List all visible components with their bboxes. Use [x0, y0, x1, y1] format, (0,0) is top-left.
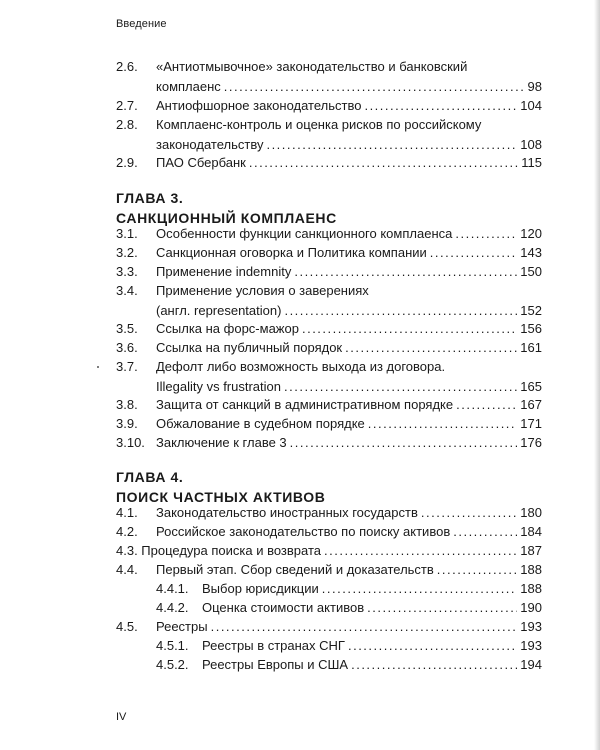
dot-leader	[290, 433, 518, 453]
toc-entry-title: Ссылка на публичный порядок	[156, 340, 343, 355]
toc-entry-title: Illegality vs frustration	[156, 379, 281, 394]
toc-entry-4-4-1[interactable]	[156, 579, 542, 599]
toc-page-number: 143	[520, 245, 542, 260]
dot-leader	[224, 77, 525, 97]
toc-entry-2-7[interactable]	[116, 96, 542, 116]
toc-entry-number: 2.9.	[116, 155, 138, 170]
toc-entry-2-8[interactable]	[116, 115, 542, 155]
dot-leader	[324, 541, 517, 561]
toc-entry-3-3[interactable]	[116, 262, 542, 282]
toc-page-number: 150	[520, 264, 542, 279]
toc-entry-title: Антиофшорное законодательство	[156, 98, 362, 113]
toc-page-number: 188	[520, 562, 542, 577]
toc-entry-title: Дефолт либо возможность выхода из договора.	[156, 359, 446, 374]
toc-entry-number: 4.1.	[116, 505, 138, 520]
chapter-4-title: ПОИСК ЧАСТНЫХ АКТИВОВ	[116, 489, 326, 505]
toc-entry-title: Особенности функции санкционного комплаенса	[156, 226, 453, 241]
toc-entry-number: 4.4.1.	[156, 581, 189, 596]
toc-entry-title: Заключение к главе 3	[156, 435, 287, 450]
chapter-3-label: ГЛАВА 3.	[116, 190, 184, 206]
dot-leader	[266, 135, 517, 155]
toc-entry-number: 3.8.	[116, 397, 138, 412]
toc-page-number: 120	[520, 226, 542, 241]
dot-leader	[364, 96, 517, 116]
toc-entry-title: Реестры	[156, 619, 208, 634]
chapter-4-label: ГЛАВА 4.	[116, 469, 184, 485]
dot-leader	[284, 377, 517, 397]
toc-entry-3-4[interactable]	[116, 281, 542, 321]
dot-leader	[284, 301, 517, 321]
toc-entry-title: Обжалование в судебном порядке	[156, 416, 365, 431]
toc-entry-title: Комплаенс-контроль и оценка рисков по российскому	[156, 117, 482, 132]
dot-leader	[368, 414, 518, 434]
toc-page-number: 180	[520, 505, 542, 520]
toc-entry-number: 2.6.	[116, 59, 138, 74]
toc-entry-4-5-2[interactable]	[156, 655, 542, 675]
toc-entry-title: законодательству	[156, 137, 264, 152]
toc-entry-number: 3.7.	[116, 359, 138, 374]
toc-entry-number: 4.5.2.	[156, 657, 189, 672]
dot-leader	[302, 319, 517, 339]
toc-entry-2-6[interactable]	[116, 57, 542, 97]
toc-entry-number: 4.5.	[116, 619, 138, 634]
dot-leader	[348, 636, 517, 656]
toc-entry-number: 3.1.	[116, 226, 138, 241]
toc-page-number: 104	[520, 98, 542, 113]
dot-leader	[453, 522, 517, 542]
toc-entry-3-5[interactable]	[116, 319, 542, 339]
toc-entry-4-3[interactable]	[116, 541, 542, 561]
dot-leader	[456, 395, 517, 415]
toc-page-number: 190	[520, 600, 542, 615]
toc-entry-number: 4.4.2.	[156, 600, 189, 615]
toc-entry-title: Российское законодательство по поиску активов	[156, 524, 451, 539]
toc-entry-title: ПАО Сбербанк	[156, 155, 246, 170]
toc-entry-number: 3.5.	[116, 321, 138, 336]
toc-entry-4-4[interactable]	[116, 560, 542, 580]
dot-leader	[211, 617, 518, 637]
toc-entry-title: «Антиотмывочное» законодательство и банковский	[156, 59, 468, 74]
dot-leader	[249, 153, 518, 173]
toc-page-number: 165	[520, 379, 542, 394]
toc-entry-3-8[interactable]	[116, 395, 542, 415]
toc-entry-4-2[interactable]	[116, 522, 542, 542]
page-edge-shadow	[594, 0, 600, 750]
toc-entry-title: Оценка стоимости активов	[202, 600, 365, 615]
toc-page-number: 152	[520, 303, 542, 318]
toc-page-number: 187	[520, 543, 542, 558]
toc-entry-title: Выбор юрисдикции	[202, 581, 319, 596]
dot-leader	[430, 243, 518, 263]
toc-page-number: 193	[520, 638, 542, 653]
dot-leader	[345, 338, 517, 358]
toc-entry-title: Ссылка на форс-мажор	[156, 321, 299, 336]
toc-entry-number: 3.10.	[116, 435, 145, 450]
toc-entry-3-6[interactable]	[116, 338, 542, 358]
toc-entry-4-5-1[interactable]	[156, 636, 542, 656]
toc-entry-title: Санкционная оговорка и Политика компании	[156, 245, 427, 260]
toc-page-number: 108	[520, 137, 542, 152]
scan-speck	[97, 366, 99, 368]
toc-page-number: 194	[520, 657, 542, 672]
toc-entry-4-4-2[interactable]	[156, 598, 542, 618]
toc-page-number: 171	[520, 416, 542, 431]
toc-page-number: 193	[520, 619, 542, 634]
dot-leader	[437, 560, 518, 580]
dot-leader	[322, 579, 518, 599]
toc-entry-number: 2.7.	[116, 98, 138, 113]
toc-entry-3-7[interactable]	[116, 357, 542, 397]
chapter-3-title: САНКЦИОННЫЙ КОМПЛАЕНС	[116, 210, 337, 226]
toc-page-number: 115	[521, 155, 542, 170]
toc-page-number: 176	[520, 435, 542, 450]
dot-leader	[421, 503, 517, 523]
toc-page-number: 188	[520, 581, 542, 596]
toc-entry-number: 3.6.	[116, 340, 138, 355]
toc-entry-title: Реестры Европы и США	[202, 657, 349, 672]
toc-entry-number: 2.8.	[116, 117, 138, 132]
toc-entry-3-1[interactable]	[116, 224, 542, 244]
dot-leader	[351, 655, 517, 675]
toc-page-number: 167	[520, 397, 542, 412]
toc-page-number: 184	[520, 524, 542, 539]
toc-entry-number: 3.3.	[116, 264, 138, 279]
toc-entry-title: Первый этап. Сбор сведений и доказательств	[156, 562, 434, 577]
toc-entry-title: (англ. representation)	[156, 303, 282, 318]
toc-entry-number: 4.5.1.	[156, 638, 189, 653]
toc-entry-3-2[interactable]	[116, 243, 542, 263]
toc-page-number: 98	[527, 79, 542, 94]
toc-entry-number: 3.4.	[116, 283, 138, 298]
page-number-folio: IV	[116, 711, 127, 723]
toc-entry-title: Реестры в странах СНГ	[202, 638, 345, 653]
toc-entry-number: 3.9.	[116, 416, 138, 431]
toc-entry-number: 3.2.	[116, 245, 138, 260]
toc-entry-4-5[interactable]	[116, 617, 542, 637]
toc-page-number: 161	[520, 340, 542, 355]
toc-entry-title: Применение indemnity	[156, 264, 292, 279]
toc-entry-title: комплаенс	[156, 79, 221, 94]
toc-entry-title: 4.3. Процедура поиска и возврата	[116, 543, 321, 558]
toc-entry-2-9[interactable]	[116, 153, 542, 173]
running-head: Введение	[116, 18, 167, 30]
toc-entry-4-1[interactable]	[116, 503, 542, 523]
dot-leader	[455, 224, 517, 244]
toc-entry-title: Законодательство иностранных государств	[156, 505, 418, 520]
toc-entry-number: 4.4.	[116, 562, 138, 577]
toc-entry-3-9[interactable]	[116, 414, 542, 434]
dot-leader	[294, 262, 517, 282]
toc-entry-number: 4.2.	[116, 524, 138, 539]
toc-page-number: 156	[520, 321, 542, 336]
dot-leader	[367, 598, 517, 618]
toc-entry-3-10[interactable]	[116, 433, 542, 453]
toc-entry-title: Применение условия о заверениях	[156, 283, 369, 298]
toc-entry-title: Защита от санкций в административном порядке	[156, 397, 454, 412]
